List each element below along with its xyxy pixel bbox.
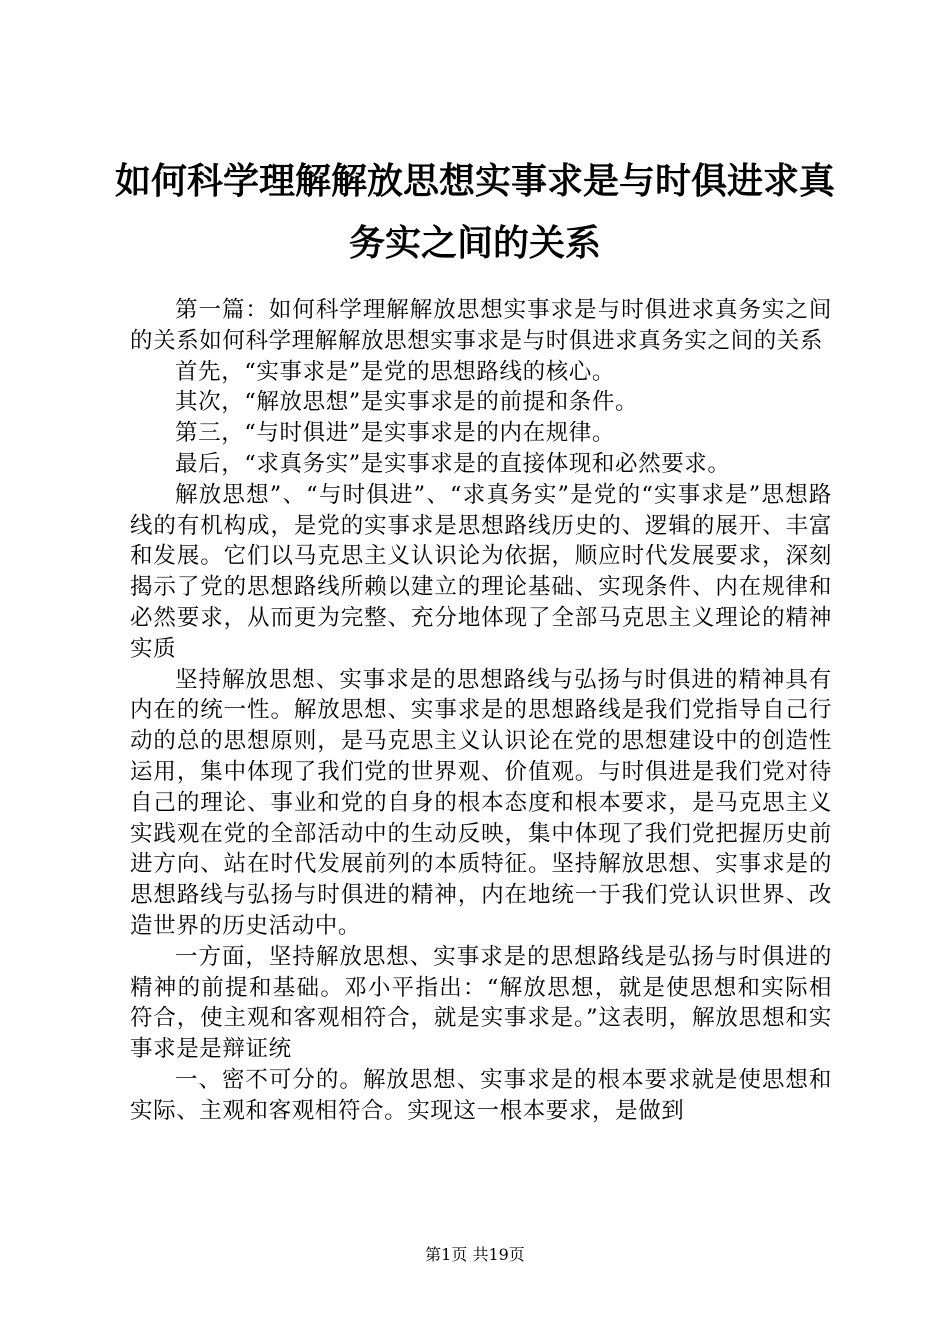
paragraph: 一、密不可分的。解放思想、实事求是的根本要求就是使思想和实际、主观和客观相符合。实现这一根本要求，是做到 [130, 1066, 832, 1124]
paragraph: 一方面，坚持解放思想、实事求是的思想路线是弘扬与时俱进的精神的前提和基础。邓小平指出：“解放思想，就是使思想和实际相符合，使主观和客观相符合，就是实事求是。”这表明，解放思想和实事求是是辩证统 [130, 943, 832, 1063]
paragraph: 最后，“求真务实”是实事求是的直接体现和必然要求。 [175, 450, 731, 477]
document-title-line-1: 如何科学理解解放思想实事求是与时俱进求真 [114, 161, 835, 202]
paragraph: 第一篇：如何科学理解解放思想实事求是与时俱进求真务实之间的关系如何科学理解解放思想实事求是与时俱进求真务实之间的关系 [130, 297, 832, 354]
paragraph: 第三，“与时俱进”是实事求是的内在规律。 [175, 420, 616, 447]
page-number-footer: 第1页 共19页 [425, 1245, 525, 1264]
document-title-line-2: 务实之间的关系 [348, 223, 601, 264]
paragraph: 其次，“解放思想”是实事求是的前提和条件。 [175, 389, 639, 416]
document-body [130, 295, 832, 1127]
paragraph: 坚持解放思想、实事求是的思想路线与弘扬与时俱进的精神具有内在的统一性。解放思想、实事求是的思想路线是我们党指导自己行动的总的思想原则，是马克思主义认识论在党的思想建设中的创造性运用，集中体现了我们党的世界观、价值观。与时俱进是我们党对待自己的理论、事业和党的自身的根本态度和根本要求，是马克思主义实践观在党的全部活动中的生动反映，集中体现了我们党把握历史前进方向、站在时代发展前列的本质特征。坚持解放思想、实事求是的思想路线与弘扬与时俱进的精神，内在地统一于我们党认识世界、改造世界的历史活动中。 [130, 666, 832, 939]
paragraph: 解放思想”、“与时俱进”、“求真务实”是党的“实事求是”思想路线的有机构成，是党的实事求是思想路线历史的、逻辑的展开、丰富和发展。它们以马克思主义认识论为依据，顺应时代发展要求，深刻揭示了党的思想路线所赖以建立的理论基础、实现条件、内在规律和必然要求，从而更为完整、充分地体现了全部马克思主义理论的精神实质 [130, 481, 832, 662]
paragraph: 首先，“实事求是”是党的思想路线的核心。 [175, 358, 616, 385]
